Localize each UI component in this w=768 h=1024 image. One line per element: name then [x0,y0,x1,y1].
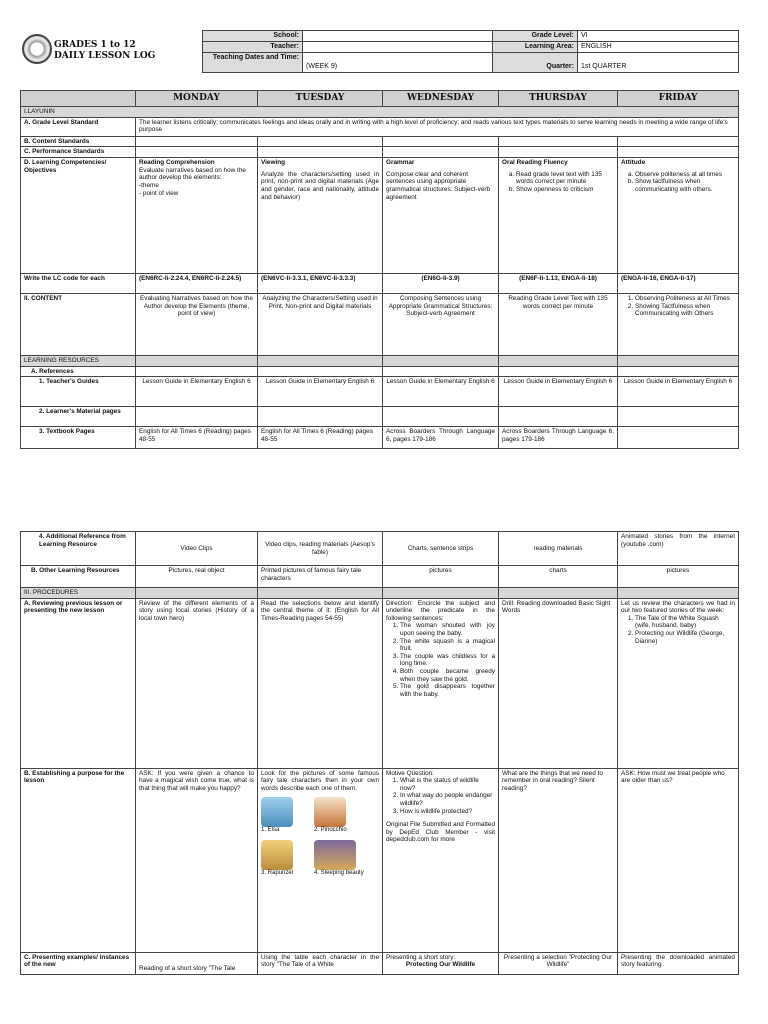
title-line-2: DAILY LESSON LOG [54,51,156,61]
references-label: A. References [21,366,136,377]
textbook-pages-label: 3. Textbook Pages [21,427,136,449]
additional-reference-friday: Animated stories from the internet (youtube .com) [618,532,739,566]
day-header-wednesday: WEDNESDAY [383,91,499,107]
lc-code-friday: (ENGA-Ii-16, ENGA-Ii-17) [618,274,739,294]
competency-tuesday [258,158,383,274]
day-header-tuesday: TUESDAY [258,91,383,107]
sleeping-beauty-image [314,840,356,870]
grade-level-standard-label: A. Grade Level Standard [21,117,136,136]
content-standards-label: B. Content Standards [21,136,136,147]
content-friday [618,294,739,356]
elsa-image [261,797,293,827]
competency-monday [136,158,258,274]
competency-thursday-heading: Oral Reading Fluency [502,159,568,167]
review-wednesday-item: 5. The gold disappears together with the baby. [400,683,495,698]
purpose-wednesday-item: 2. In what way do people endanger wildlife? [400,792,495,807]
content-wednesday: Composing Sentences using Appropriate Grammatical Structures: Subject-verb Agreement [383,294,499,356]
content-friday-item: 1. Observing Politeness at All Times [635,295,735,303]
teachers-guide-tuesday: Lesson Guide in Elementary English 6 [258,377,383,407]
examples-wednesday [383,952,499,974]
header-info-table [202,30,739,73]
examples-tuesday: Using the table each character in the story "The Tale of a White [258,952,383,974]
picture-rapunzel [261,838,311,878]
review-wednesday-item: 2. The white squash is a magical fruit. [400,638,495,653]
character-pictures [261,795,379,878]
pinocchio-image [314,797,346,827]
review-wednesday-item: 1. The woman shouted with joy upon seeing the baby. [400,622,495,637]
review-monday: Review of the different elements of a story using local stories (History of a local town hero) [136,598,258,768]
review-friday [618,598,739,768]
review-friday-item: 2. Protecting our Wildlife (George, Dianne) [635,630,735,645]
purpose-thursday: What are the things that we need to remember in oral reading? Silent reading? [499,768,618,952]
title-line-1: GRADES 1 to 12 [54,40,136,50]
competency-monday-body: Evaluate narratives based on how the author develop the elements: [139,166,246,182]
textbook-monday: English for All Times 6 (Reading) pages 48-55 [136,427,258,449]
competencies-label: D. Learning Competencies/ Objectives [21,158,136,274]
competency-tuesday-body: Analyze the characters/setting used in print, non-print and digital materials (Age and gender, race and nationality, attitude and behavior) [261,170,379,201]
competency-thursday [499,158,618,274]
teachers-guide-thursday: Lesson Guide in Elementary English 6 [499,377,618,407]
other-resources-tuesday: Printed pictures of famous fairy tale characters [258,566,383,588]
competency-tuesday-heading: Viewing [261,159,286,167]
learning-area-value[interactable]: ENGLISH [578,42,739,53]
additional-reference-monday: Video Clips [136,532,258,566]
examples-thursday: Presenting a selection "Protecting Our Wildlife" [499,952,618,974]
purpose-wednesday [383,768,499,952]
review-thursday: Drill: Reading downloaded Basic Sight Words [499,598,618,768]
additional-reference-tuesday: Video clips, reading materials (Aesop's fable) [258,532,383,566]
competency-friday-heading: Attitude [621,159,646,167]
purpose-tuesday [258,768,383,952]
teacher-label: Teacher: [203,42,303,53]
lc-code-wednesday: (EN6G-Ii-3.9) [383,274,499,294]
review-wednesday [383,598,499,768]
teachers-guides-label: 1. Teacher's Guides [21,377,136,407]
other-resources-friday: pictures [618,566,739,588]
content-tuesday: Analyzing the Characters/Setting used in Print, Non-print and Digital materials [258,294,383,356]
purpose-friday: ASK: How must we treat people who are older than us? [618,768,739,952]
lc-code-tuesday: (EN6VC-Ii-3.3.1, EN6VC-Ii-3.3.3) [258,274,383,294]
rapunzel-image [261,840,293,870]
examples-label: C. Presenting examples/ instances of the new [21,952,136,974]
content-label: II. CONTENT [21,294,136,356]
review-tuesday: Read the selections below and identify the central theme of it: (English for All Times-Reading pages 54-55) [258,598,383,768]
learning-resources-label: LEARNING RESOURCES [21,356,136,367]
examples-wednesday-title: Protecting Our Wildlife [405,961,476,969]
day-header-monday: MONDAY [136,91,258,107]
teacher-value[interactable] [303,42,493,53]
purpose-wednesday-item: 1. What is the status of wildlife now? [400,777,495,792]
additional-reference-wednesday: Charts, sentence strips [383,532,499,566]
content-thursday: Reading Grade Level Text with 135 words correct per minute [499,294,618,356]
form-title [54,40,155,62]
picture-pinocchio [314,795,364,835]
teachers-guide-friday: Lesson Guide in Elementary English 6 [618,377,739,407]
reviewing-label: A. Reviewing previous lesson or presenting the new lesson [21,598,136,768]
other-resources-thursday: charts [499,566,618,588]
lesson-log-table-page2 [20,531,739,975]
grade-level-value[interactable]: VI [578,31,739,42]
competency-monday-item: - point of view [139,189,179,197]
other-resources-wednesday: pictures [383,566,499,588]
lc-code-monday: (EN6RC-Ii-2.24.4, EN6RC-Ii-2.24.5) [136,274,258,294]
examples-monday: Reading of a short story "The Tale [136,952,258,974]
other-resources-label: B. Other Learning Resources [21,566,136,588]
lc-code-label: Write the LC code for each [21,274,136,294]
picture-caption: 1. Elsa [261,826,280,833]
purpose-tuesday-text: Look for the pictures of some famous fairy tale characters then in your own words describe each one of them. [261,769,379,792]
picture-caption: 3. Rapunzel [261,869,294,876]
teaching-dates-value[interactable]: (WEEK 9) [303,53,493,73]
purpose-wednesday-item: 3. How is wildlife protected? [400,808,495,816]
review-friday-intro: Let us review the characters we had in our two featured stories of the week: [621,599,735,615]
deped-club-note: Original File Submitted and Formatted by DepEd Club Member - visit depedclub.com for more [386,821,495,844]
quarter-label: Quarter: [493,53,578,73]
learning-area-label: Learning Area: [493,42,578,53]
teachers-guide-wednesday: Lesson Guide in Elementary English 6 [383,377,499,407]
textbook-tuesday: English for All Times 6 (Reading) pages 48-55 [258,427,383,449]
content-monday: Evaluating Narratives based on how the Author develop the Elements (theme, point of view) [136,294,258,356]
purpose-label: B. Establishing a purpose for the lesson [21,768,136,952]
picture-elsa [261,795,311,835]
procedures-label: III. PROCEDURES [21,588,136,599]
review-friday-item: 1. The Tale of the White Squash (wife, husband, baby) [635,615,735,630]
teaching-dates-label: Teaching Dates and Time: [203,53,303,73]
textbook-thursday: Across Boarders Through Language 6, pages 179-186 [499,427,618,449]
teachers-guide-monday: Lesson Guide in Elementary English 6 [136,377,258,407]
performance-standards-label: C. Performance Standards [21,147,136,158]
day-header-thursday: THURSDAY [499,91,618,107]
review-wednesday-intro: Direction: Encircle the subject and underline the predicate in the following sentences: [386,599,495,622]
review-wednesday-item: 3. The couple was childless for a long time. [400,653,495,668]
quarter-value[interactable]: 1st QUARTER [578,53,739,73]
picture-caption: 2. Pinocchio [314,826,347,833]
picture-sleeping-beauty [314,838,364,878]
grade-level-label: Grade Level: [493,31,578,42]
textbook-wednesday: Across Boarders Through Language 6, pages 179-186 [383,427,499,449]
review-wednesday-item: 4. Both couple became greedy when they saw the gold. [400,668,495,683]
additional-reference-label: 4. Additional Reference from Learning Resource [21,532,136,566]
competency-wednesday-heading: Grammar [386,159,415,167]
examples-wednesday-line: Presenting a short story: [386,953,456,961]
competency-monday-heading: Reading Comprehension [139,159,215,167]
school-value[interactable] [303,31,493,42]
competency-friday [618,158,739,274]
competency-thursday-item: a. Read grade level text with 135 words correct per minute [516,171,614,186]
lc-code-thursday: (EN6F-Ii-1.13, ENGA-Ii-18) [499,274,618,294]
lesson-log-table-page1 [20,90,739,449]
competency-thursday-item: b. Show openness to criticism [516,186,614,194]
competency-friday-item: b. Show tactfulness when communicating with others. [635,178,735,193]
deped-logo [22,34,52,64]
content-friday-item: 2. Showing Tactfulness when Communicating with Others [635,303,735,318]
competency-friday-item: a. Observe politeness at all times [635,171,735,179]
competency-wednesday [383,158,499,274]
other-resources-monday: Pictures, real object [136,566,258,588]
competency-monday-item: -theme [139,181,159,189]
picture-caption: 4. Sleeping beauty [314,869,364,876]
competency-wednesday-body: Compose clear and coherent sentences using appropriate grammatical structures: Subject-verb agreement [386,170,491,201]
additional-reference-thursday: reading materials [499,532,618,566]
day-header-blank [21,91,136,107]
examples-friday: Presenting the downloaded animated story featuring [618,952,739,974]
learners-material-label: 2. Learner's Material pages [21,407,136,427]
section-layunin: I.LAYUNIN [21,107,739,118]
day-header-friday: FRIDAY [618,91,739,107]
school-label: School: [203,31,303,42]
purpose-monday: ASK: If you were given a chance to have a magical wish come true, what is that thing that will make you happy? [136,768,258,952]
grade-level-standard-text: The learner listens critically; communicates feelings and ideas orally and in writing with a high level of proficiency; and reads various text types materials to serve learning needs in meeting a wide range of life's purpose [136,117,739,136]
purpose-wednesday-intro: Motive Question: [386,769,434,777]
